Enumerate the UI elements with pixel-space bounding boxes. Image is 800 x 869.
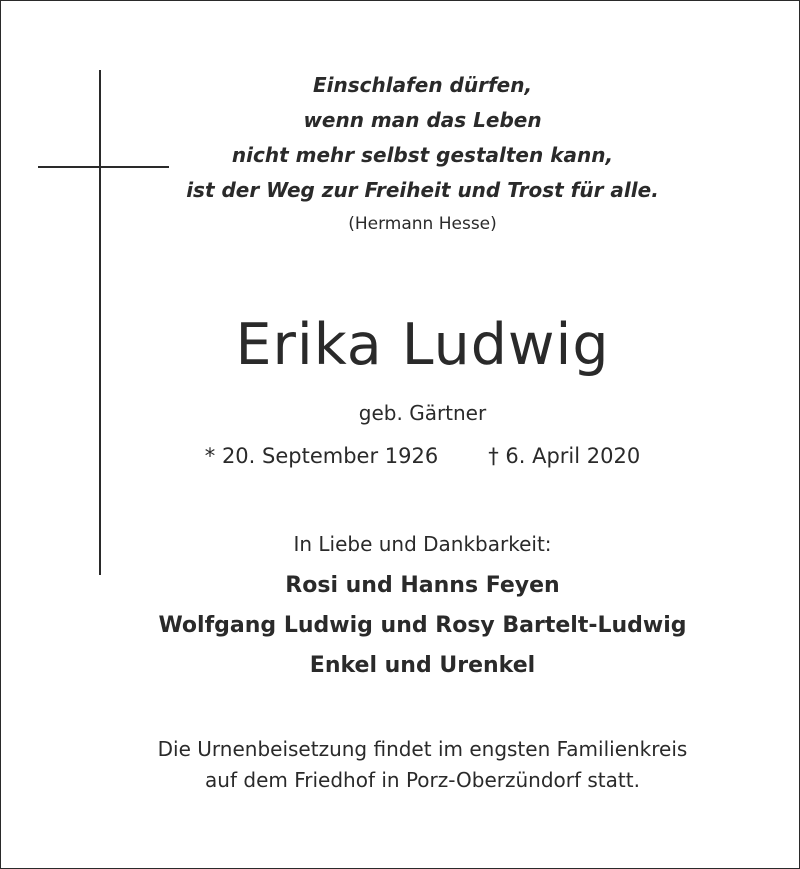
quote-line: Einschlafen dürfen,: [312, 73, 533, 97]
mourner-line: Rosi und Hanns Feyen: [285, 573, 560, 598]
birth-name: geb. Gärtner: [358, 401, 487, 425]
quote-line: wenn man das Leben: [303, 108, 542, 132]
birth-date: * 20. September 1926: [204, 444, 439, 468]
quote-line: nicht mehr selbst gestalten kann,: [231, 143, 614, 167]
quote-author: (Hermann Hesse): [348, 214, 497, 234]
death-date: † 6. April 2020: [488, 444, 641, 468]
life-dates: [0, 440, 800, 472]
notice-line: auf dem Friedhof in Porz-Oberzündorf statt.: [205, 768, 640, 792]
mourner-line: Wolfgang Ludwig und Rosy Bartelt-Ludwig: [158, 613, 687, 638]
dedication-line: In Liebe und Dankbarkeit:: [293, 532, 552, 556]
notice-line: Die Urnenbeisetzung findet im engsten Familienkreis: [157, 737, 688, 761]
quote-line: ist der Weg zur Freiheit und Trost für alle.: [186, 178, 659, 202]
mourner-line: Enkel und Urenkel: [309, 653, 536, 678]
deceased-name: Erika Ludwig: [235, 312, 610, 378]
